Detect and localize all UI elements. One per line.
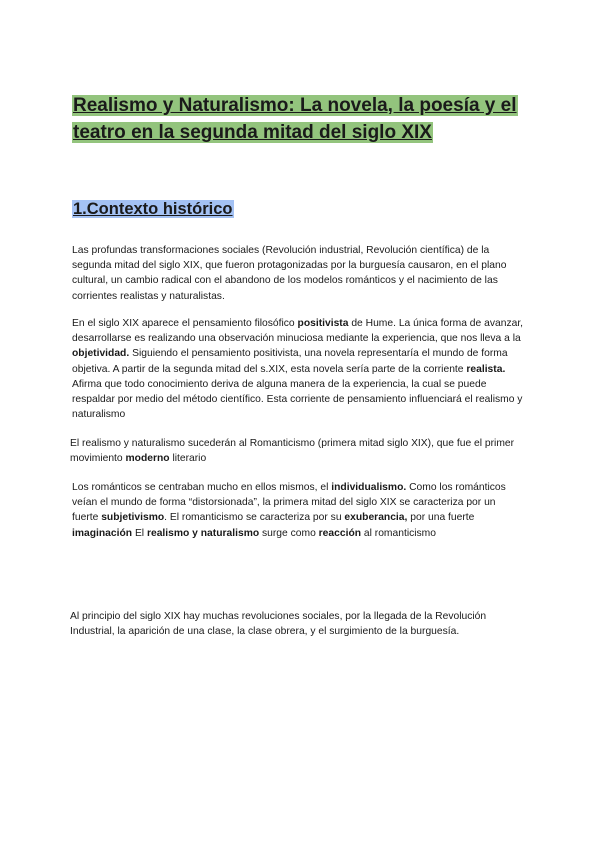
p2-text-c: de Hume. La única forma de avanzar, desarrollarse es realizando una observación minuciosa mediante la experiencia, que nos lleva a la bbox=[72, 318, 524, 345]
p2-bold-realista: realista. bbox=[466, 363, 506, 375]
p2-text-e: Siguiendo el pensamiento positivista, una novela representaría el mundo de forma objetiva. A partir de la segunda mitad del s.XIX, esta novela sería parte de la corriente bbox=[72, 348, 508, 375]
p3-text-c: literario bbox=[169, 453, 207, 465]
title-highlight: Realismo y Naturalismo: La novela, la poesía y el teatro en la segunda mitad del siglo XIX bbox=[73, 95, 517, 143]
p4-text-i: El bbox=[132, 527, 147, 539]
p4-text-g: por una fuerte bbox=[407, 512, 475, 524]
p4-bold-subjetivismo: subjetivismo bbox=[101, 512, 165, 524]
p2-text-g: Afirma que todo conocimiento deriva de alguna manera de la experiencia, la cual se puede respaldar por medio del método científico. Esta corriente de pensamiento influenciará el realismo y naturalismo bbox=[72, 378, 523, 421]
p4-text-e: . El romanticismo se caracteriza por su bbox=[164, 512, 345, 524]
p2-bold-positivista: positivista bbox=[297, 318, 349, 329]
p2-text-a: En el siglo XIX aparece el pensamiento filosófico bbox=[72, 318, 298, 329]
section-heading-contexto bbox=[72, 197, 234, 221]
p4-text-a: Los románticos se centraban mucho en ellos mismos, el bbox=[72, 482, 332, 493]
p4-bold-exuberancia: exuberancia, bbox=[344, 512, 408, 524]
p4-text-m: al romanticismo bbox=[361, 527, 436, 539]
p4-bold-realismo-naturalismo: realismo y naturalismo bbox=[146, 527, 260, 539]
p4-text-c: Como los románticos veían el mundo de forma “distorsionada”, la primera mitad del siglo XIX se caracteriza por un fuerte bbox=[72, 482, 506, 524]
document-title bbox=[72, 92, 542, 146]
p4-bold-imaginacion: imaginación bbox=[72, 527, 133, 539]
paragraph-2 bbox=[72, 316, 524, 422]
p3-bold-moderno: moderno bbox=[125, 453, 170, 465]
heading-highlight: 1.Contexto histórico bbox=[73, 200, 233, 218]
p3-text-a: El realismo y naturalismo sucederán al Romanticismo (primera mitad siglo XIX), que fue el primer movimiento bbox=[70, 438, 515, 465]
paragraph-3 bbox=[70, 436, 526, 466]
p4-bold-reaccion: reacción bbox=[318, 527, 362, 539]
p4-bold-individualismo: individualismo. bbox=[331, 482, 407, 493]
p2-bold-objetividad: objetividad. bbox=[72, 348, 130, 360]
paragraph-5: Al principio del siglo XIX hay muchas revoluciones sociales, por la llegada de la Revolución Industrial, la aparición de una clase, la clase obrera, y el surgimiento de la burguesía. bbox=[70, 611, 487, 638]
paragraph-1: Las profundas transformaciones sociales (Revolución industrial, Revolución científica) de la segunda mitad del siglo XIX, que fueron protagonizadas por la burguesía causaron, en el plano cultural, un cambio radical con el abandono de los modelos románticos y el nacimiento de las corrientes realistas y naturalistas. bbox=[72, 245, 507, 302]
paragraph-4 bbox=[72, 480, 524, 541]
p4-text-k: surge como bbox=[259, 527, 319, 539]
